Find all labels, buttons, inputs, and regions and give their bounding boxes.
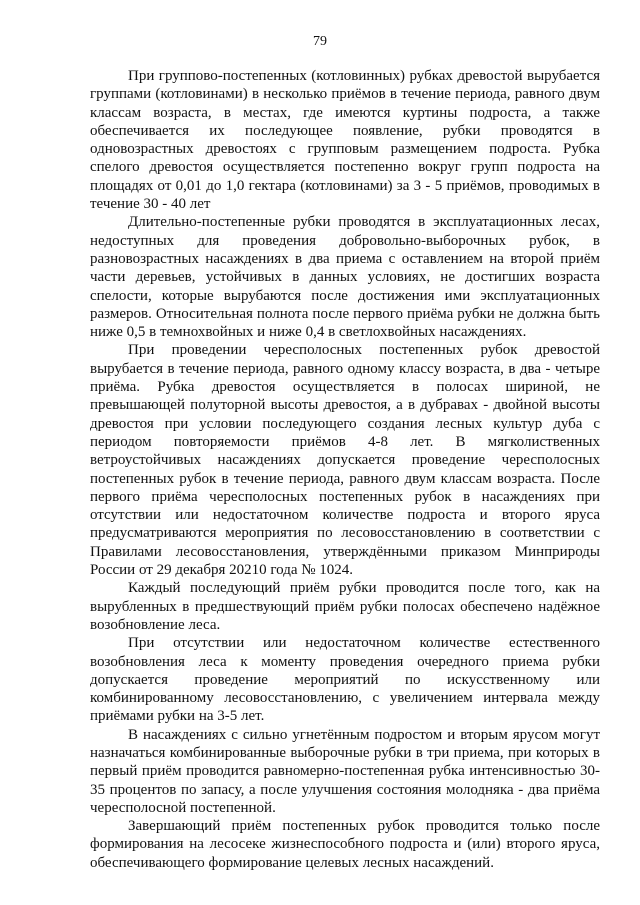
page-number: 79 [313,34,327,49]
paragraph-reforestation-measures: При отсутствии или недостаточном количестве естественного возобновления леса к моменту проведения очередного приема рубки допускается проведение мероприятий по искусственному или комбинированному лесовосстановлению, с увеличением интервала между приёмами рубки на 3-5 лет. [90,635,600,725]
paragraph-combined-selective-cuttings: В насаждениях с сильно угнетённым подростом и вторым ярусом могут назначаться комбинированные выборочные рубки в три приема, при которых в первый приём проводится равномерно-постепенная рубка интенсивностью 30-35 процентов по запасу, а после улучшения состояния молодняка - два приёма чересполосной постепенной. [90,726,600,816]
paragraph-subsequent-cutting-stage: Каждый последующий приём рубки проводится после того, как на вырубленных в предшествующий приём рубки полосах обеспечено надёжное возобновление леса. [90,580,600,633]
paragraph-long-term-gradual-cuttings: Длительно-постепенные рубки проводятся в эксплуатационных лесах, недоступных для проведения добровольно-выборочных рубок, в разновозрастных насаждениях в два приема с оставлением на второй приём части деревьев, устойчивых в данных условиях, не достигших возраста спелости, которые вырубаются после достижения ими эксплуатационных размеров. Относительная полнота после первого приёма рубки не должна быть ниже 0,5 в темнохвойных и ниже 0,4 в светлохвойных насаждениях. [90,214,600,341]
document-body [90,67,600,872]
paragraph-group-gradual-cuttings: При группово-постепенных (котловинных) рубках древостой вырубается группами (котловинами) в несколько приёмов в течение периода, равного двум классам возраста, в местах, где имеются куртины подроста, а также обеспечивается их последующее появление, рубки проводятся в одновозрастных древостоях с групповым размещением подроста. Рубка спелого древостоя осуществляется постепенно вокруг групп подроста на площадях от 0,01 до 1,0 гектара (котловинами) за 3 - 5 приёмов, проводимых в течение 30 - 40 лет [90,68,600,213]
paragraph-strip-gradual-cuttings: При проведении чересполосных постепенных рубок древостой вырубается в течение периода, равного одному классу возраста, в два - четыре приёма. Рубка древостоя осуществляется в полосах шириной, не превышающей полуторной высоты древостоя, а в дубравах - двойной высоты древостоя при условии последующего создания лесных культур дуба с периодом повторяемости приёмов 4-8 лет. В мягколиственных ветроустойчивых насаждениях допускается проведение чересполосных постепенных рубок в течение периода, равного двум классам возраста. После первого приёма чересполосных постепенных рубок в насаждениях при отсутствии или недостаточном количестве подроста и второго яруса предусматриваются мероприятия по лесовосстановлению в соответствии с Правилами лесовосстановления, утверждёнными приказом Минприроды России от 29 декабря 20210 года № 1024. [90,342,600,579]
paragraph-final-cutting-stage: Завершающий приём постепенных рубок проводится только после формирования на лесосеке жизнеспособного подроста и (или) второго яруса, обеспечивающего формирование целевых лесных насаждений. [90,818,600,871]
